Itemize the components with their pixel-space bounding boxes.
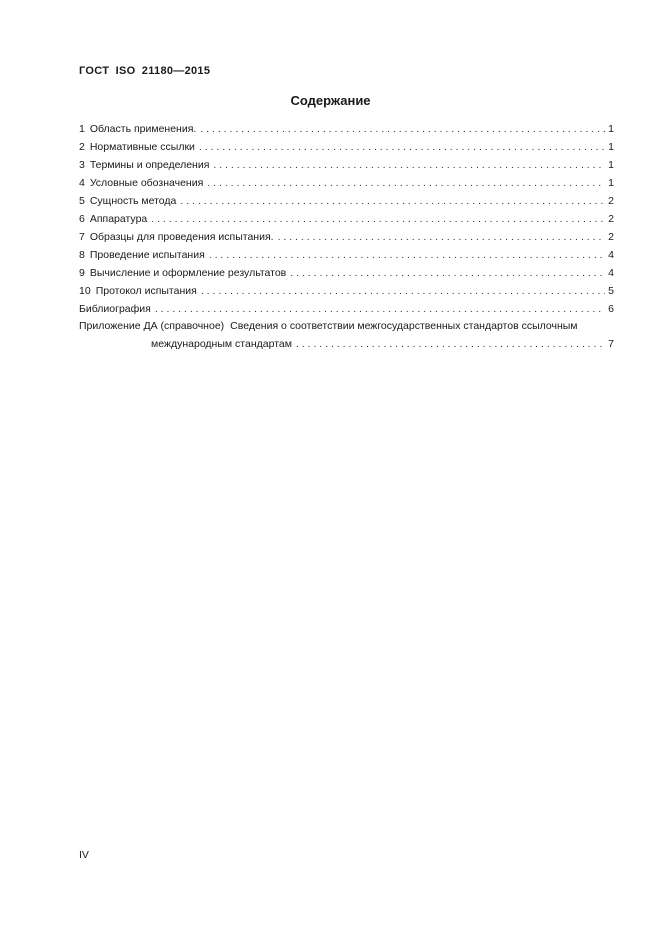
toc-entry bbox=[79, 210, 614, 228]
toc-entry-label: Библиография bbox=[79, 303, 151, 315]
toc-appendix-title-line bbox=[79, 318, 614, 335]
toc-entry-number: 4 bbox=[79, 177, 85, 189]
dot-leader bbox=[199, 138, 605, 156]
dot-leader bbox=[180, 192, 605, 210]
toc-entry bbox=[79, 246, 614, 264]
toc-entry-bibliography bbox=[79, 300, 614, 318]
toc-entry-label: Проведение испытания bbox=[89, 249, 205, 261]
dot-leader bbox=[278, 228, 605, 246]
toc-entry-page: 4 bbox=[608, 267, 614, 279]
toc-entry-page: 1 bbox=[608, 141, 614, 153]
toc-entry-page: 4 bbox=[608, 249, 614, 261]
toc-entry-label: Нормативные ссылки bbox=[89, 141, 195, 153]
toc-entry-label: Протокол испытания bbox=[95, 285, 197, 297]
toc-entry-number: 1 bbox=[79, 123, 85, 135]
toc-entry-label: Вычисление и оформление результатов bbox=[89, 267, 287, 279]
dot-leader bbox=[155, 300, 605, 318]
toc-entry-page: 7 bbox=[608, 338, 614, 350]
toc-entry-number: 8 bbox=[79, 249, 85, 261]
appendix-title-line2: международным стандартам bbox=[151, 338, 292, 350]
dot-leader bbox=[151, 210, 605, 228]
toc-title: Содержание bbox=[290, 93, 371, 108]
toc-entry-number: 10 bbox=[79, 285, 91, 297]
dot-leader bbox=[290, 264, 605, 282]
document-header: ГОСТ ISO 21180—2015 bbox=[79, 65, 211, 77]
toc-entry-page: 1 bbox=[608, 159, 614, 171]
toc-entry-page: 1 bbox=[608, 177, 614, 189]
appendix-prefix: Приложение ДА (справочное) bbox=[79, 320, 225, 332]
toc-entry-page: 1 bbox=[608, 123, 614, 135]
dot-leader bbox=[213, 156, 605, 174]
toc-entry-appendix bbox=[79, 335, 614, 353]
page-number: IV bbox=[79, 849, 89, 861]
dot-leader bbox=[201, 282, 605, 300]
toc-entry bbox=[79, 264, 614, 282]
toc-entry-label: Область применения. bbox=[89, 123, 197, 135]
appendix-title-line1: Сведения о соответствии межгосударственных стандартов ссылочным bbox=[230, 320, 578, 332]
toc-entry bbox=[79, 120, 614, 138]
toc-entry-label: Образцы для проведения испытания. bbox=[89, 231, 274, 243]
toc-entry bbox=[79, 192, 614, 210]
toc-entry-page: 2 bbox=[608, 195, 614, 207]
toc-entry-number: 9 bbox=[79, 267, 85, 279]
toc-entry-number: 5 bbox=[79, 195, 85, 207]
toc-entry bbox=[79, 156, 614, 174]
toc-entry-label: Термины и определения bbox=[89, 159, 210, 171]
toc-entry-label: Сущность метода bbox=[89, 195, 177, 207]
dot-leader bbox=[207, 174, 605, 192]
toc-entry-number: 3 bbox=[79, 159, 85, 171]
toc-entry-number: 7 bbox=[79, 231, 85, 243]
toc-entry-page: 2 bbox=[608, 231, 614, 243]
toc-entry bbox=[79, 228, 614, 246]
dot-leader bbox=[200, 120, 605, 138]
toc-entry-number: 2 bbox=[79, 141, 85, 153]
dot-leader bbox=[209, 246, 605, 264]
table-of-contents bbox=[79, 120, 614, 353]
toc-entry-label: Условные обозначения bbox=[89, 177, 204, 189]
dot-leader bbox=[296, 335, 605, 353]
toc-entry bbox=[79, 138, 614, 156]
toc-entry bbox=[79, 282, 614, 300]
toc-entry-label: Аппаратура bbox=[89, 213, 148, 225]
toc-entry-page: 5 bbox=[608, 285, 614, 297]
toc-entry-number: 6 bbox=[79, 213, 85, 225]
toc-entry-page: 6 bbox=[608, 303, 614, 315]
toc-entry bbox=[79, 174, 614, 192]
toc-entry-page: 2 bbox=[608, 213, 614, 225]
